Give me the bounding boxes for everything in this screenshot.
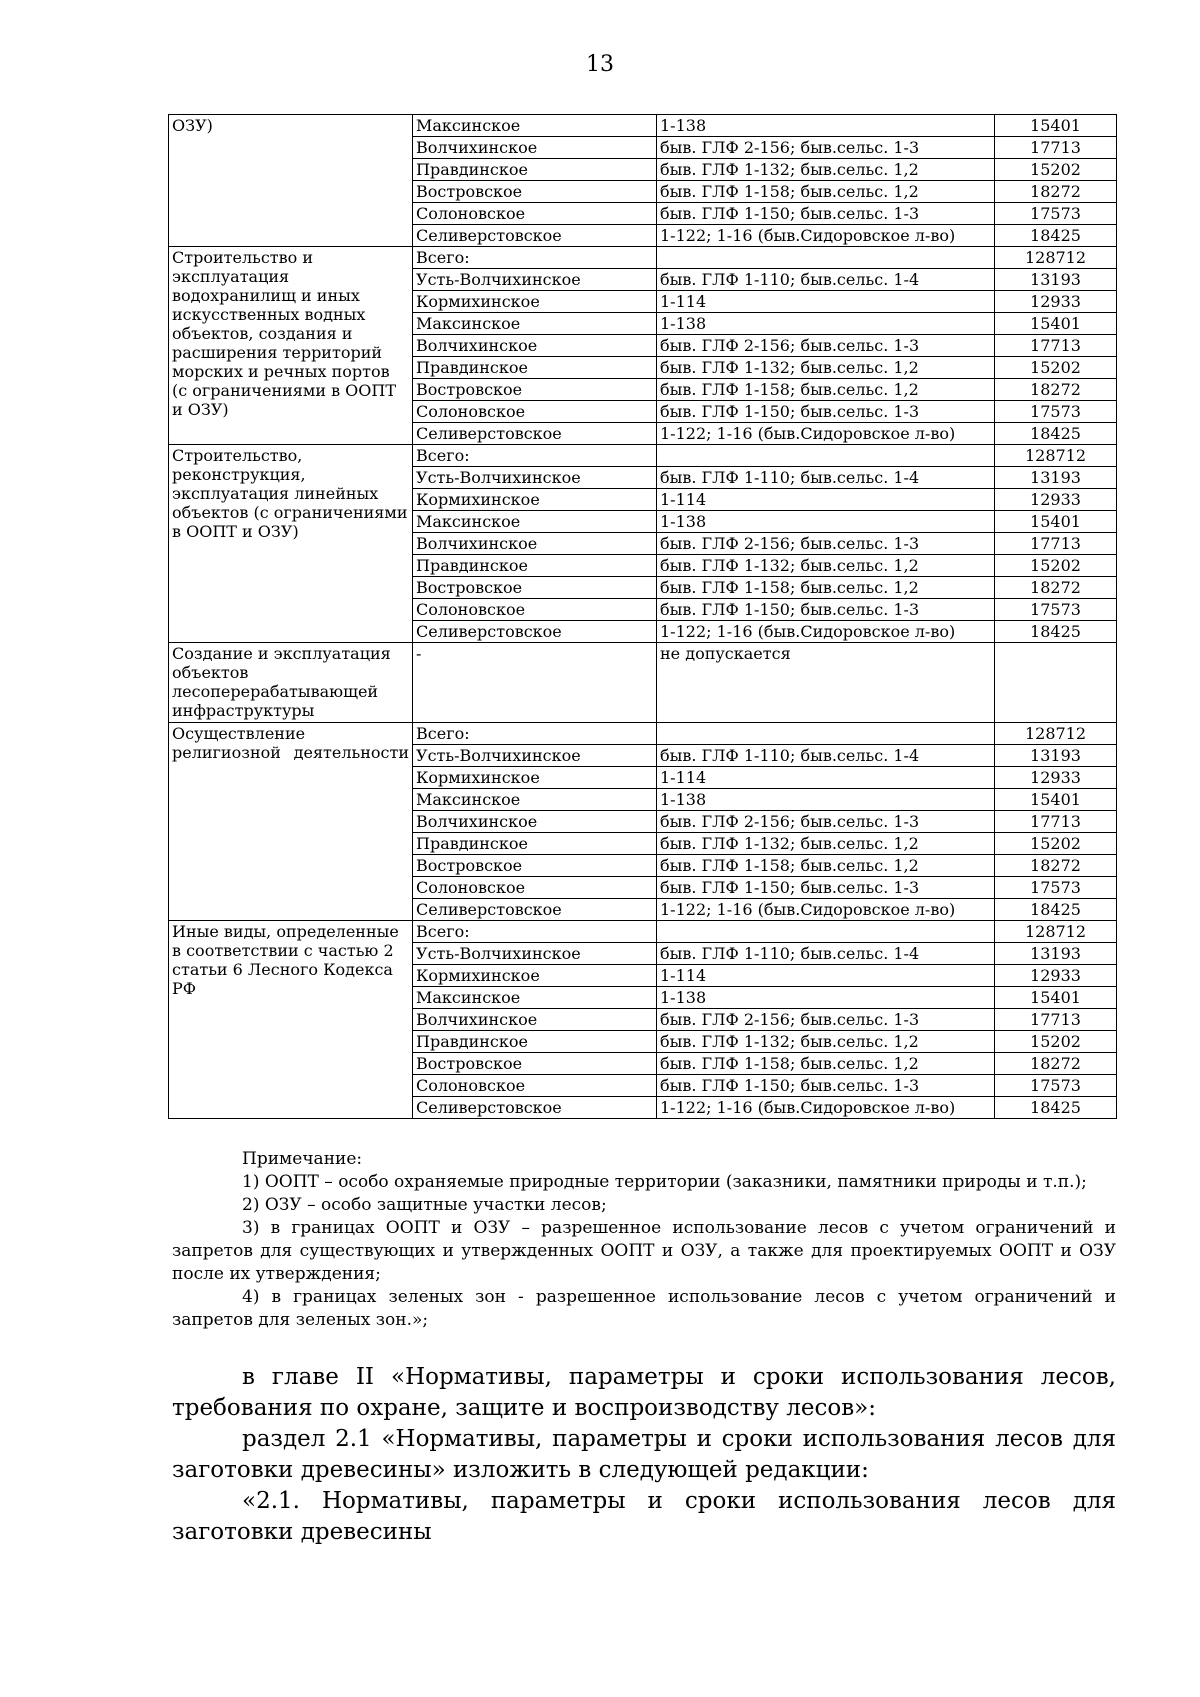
forestry-cell: Селиверстовское [413,423,657,445]
note-item: 3) в границах ООПТ и ОЗУ – разрешенное использование лесов с учетом ограничений и запретов для существующих и утвержденных ООПТ и ОЗУ, а также для проектируемых ООПТ и ОЗУ после их утверждения; [172,1218,1116,1284]
forestry-cell: Солоновское [413,599,657,621]
area-cell: 12933 [995,489,1117,511]
body-paragraph: раздел 2.1 «Нормативы, параметры и сроки использования лесов для заготовки древесины» изложить в следующей редакции: [172,1426,1116,1483]
quarters-cell: быв. ГЛФ 1-150; быв.сельс. 1-3 [657,203,995,225]
area-cell: 15401 [995,987,1117,1009]
quarters-cell: быв. ГЛФ 1-158; быв.сельс. 1,2 [657,855,995,877]
forestry-cell: Правдинское [413,159,657,181]
body-paragraph: в главе II «Нормативы, параметры и сроки использования лесов, требования по охране, защите и воспроизводству лесов»: [172,1364,1116,1421]
quarters-cell [657,247,995,269]
quarters-cell [657,921,995,943]
area-cell: 15401 [995,313,1117,335]
note-item: 1) ООПТ – особо охраняемые природные территории (заказники, памятники природы и т.п.); [242,1172,1087,1192]
forestry-cell: Усть-Волчихинское [413,269,657,291]
area-cell: 17713 [995,137,1117,159]
quarters-cell: быв. ГЛФ 1-150; быв.сельс. 1-3 [657,401,995,423]
quarters-cell: быв. ГЛФ 2-156; быв.сельс. 1-3 [657,137,995,159]
forestry-cell: Востровское [413,1053,657,1075]
area-cell: 15202 [995,159,1117,181]
area-cell: 13193 [995,269,1117,291]
area-cell: 128712 [995,921,1117,943]
forestry-cell: Кормихинское [413,291,657,313]
forestry-cell: Кормихинское [413,767,657,789]
area-cell: 15401 [995,511,1117,533]
quarters-cell: быв. ГЛФ 2-156; быв.сельс. 1-3 [657,811,995,833]
area-cell: 128712 [995,247,1117,269]
forestry-cell: Правдинское [413,833,657,855]
area-cell: 15401 [995,789,1117,811]
activity-cell: Осуществление религиозной деятельности [169,723,413,921]
quarters-cell: 1-114 [657,489,995,511]
forest-use-table [168,114,1117,1119]
area-cell: 17573 [995,877,1117,899]
area-cell: 18272 [995,181,1117,203]
area-cell: 13193 [995,745,1117,767]
quarters-cell: быв. ГЛФ 1-132; быв.сельс. 1,2 [657,1031,995,1053]
activity-cell: Строительство, реконструкция, эксплуатация линейных объектов (с ограничениями в ООПТ и ОЗУ) [169,445,413,643]
quarters-cell: 1-122; 1-16 (быв.Сидоровское л-во) [657,1097,995,1119]
area-cell: 18425 [995,423,1117,445]
activity-cell: Строительство и эксплуатация водохранилищ и иных искусственных водных объектов, создания и расширения территорий морских и речных портов (с ограничениями в ООПТ и ОЗУ) [169,247,413,445]
quarters-cell: быв. ГЛФ 1-132; быв.сельс. 1,2 [657,159,995,181]
area-cell: 18425 [995,899,1117,921]
table-row [169,247,1117,269]
table-row [169,921,1117,943]
forestry-cell: Солоновское [413,877,657,899]
area-cell [995,643,1117,723]
quarters-cell: быв. ГЛФ 1-158; быв.сельс. 1,2 [657,577,995,599]
area-cell: 17573 [995,401,1117,423]
area-cell: 128712 [995,723,1117,745]
forestry-cell: Солоновское [413,1075,657,1097]
area-cell: 17713 [995,1009,1117,1031]
forestry-cell: Кормихинское [413,489,657,511]
quarters-cell: 1-138 [657,987,995,1009]
forestry-cell: Максинское [413,313,657,335]
forestry-cell: Селиверстовское [413,225,657,247]
quarters-cell: 1-138 [657,789,995,811]
quarters-cell: быв. ГЛФ 1-132; быв.сельс. 1,2 [657,555,995,577]
quarters-cell: 1-122; 1-16 (быв.Сидоровское л-во) [657,899,995,921]
quarters-cell: не допускается [657,643,995,723]
activity-cell: Создание и эксплуатация объектов лесоперерабатывающей инфраструктуры [169,643,413,723]
forestry-cell: Волчихинское [413,335,657,357]
forestry-cell: Солоновское [413,203,657,225]
area-cell: 17713 [995,811,1117,833]
forestry-cell: - [413,643,657,723]
quarters-cell: 1-138 [657,115,995,137]
forestry-cell: Кормихинское [413,965,657,987]
area-cell: 18272 [995,577,1117,599]
area-cell: 18272 [995,855,1117,877]
quarters-cell: быв. ГЛФ 2-156; быв.сельс. 1-3 [657,335,995,357]
forestry-cell: Востровское [413,855,657,877]
area-cell: 18425 [995,225,1117,247]
forestry-cell: Правдинское [413,555,657,577]
quarters-cell: 1-122; 1-16 (быв.Сидоровское л-во) [657,621,995,643]
note-item: 4) в границах зеленых зон - разрешенное использование лесов с учетом ограничений и запретов для зеленых зон.»; [172,1287,1116,1330]
forestry-cell: Востровское [413,379,657,401]
forestry-cell: Волчихинское [413,137,657,159]
forestry-cell: Волчихинское [413,811,657,833]
forestry-cell: Правдинское [413,357,657,379]
forestry-cell: Максинское [413,115,657,137]
area-cell: 17573 [995,1075,1117,1097]
quarters-cell: быв. ГЛФ 2-156; быв.сельс. 1-3 [657,533,995,555]
forestry-cell: Усть-Волчихинское [413,745,657,767]
forestry-cell: Всего: [413,445,657,467]
forestry-cell: Усть-Волчихинское [413,467,657,489]
area-cell: 18425 [995,621,1117,643]
activity-cell: ОЗУ) [169,115,413,247]
note-item: 2) ОЗУ – особо защитные участки лесов; [242,1195,607,1215]
quarters-cell [657,445,995,467]
quarters-cell: быв. ГЛФ 1-150; быв.сельс. 1-3 [657,599,995,621]
table-row [169,445,1117,467]
area-cell: 17573 [995,599,1117,621]
table-row [169,723,1117,745]
area-cell: 18425 [995,1097,1117,1119]
area-cell: 17573 [995,203,1117,225]
area-cell: 15202 [995,357,1117,379]
forestry-cell: Селиверстовское [413,899,657,921]
area-cell: 128712 [995,445,1117,467]
area-cell: 12933 [995,767,1117,789]
quarters-cell: быв. ГЛФ 1-132; быв.сельс. 1,2 [657,357,995,379]
page-number: 13 [586,52,614,77]
quarters-cell: быв. ГЛФ 1-158; быв.сельс. 1,2 [657,1053,995,1075]
forestry-cell: Всего: [413,723,657,745]
forestry-cell: Всего: [413,247,657,269]
quarters-cell: быв. ГЛФ 1-158; быв.сельс. 1,2 [657,181,995,203]
quarters-cell: 1-138 [657,313,995,335]
area-cell: 17713 [995,335,1117,357]
quarters-cell: быв. ГЛФ 1-110; быв.сельс. 1-4 [657,745,995,767]
quarters-cell: быв. ГЛФ 2-156; быв.сельс. 1-3 [657,1009,995,1031]
quarters-cell: быв. ГЛФ 1-150; быв.сельс. 1-3 [657,1075,995,1097]
forestry-cell: Всего: [413,921,657,943]
quarters-cell: 1-114 [657,767,995,789]
area-cell: 13193 [995,467,1117,489]
forestry-cell: Солоновское [413,401,657,423]
forestry-cell: Усть-Волчихинское [413,943,657,965]
quarters-cell: быв. ГЛФ 1-110; быв.сельс. 1-4 [657,269,995,291]
area-cell: 15202 [995,833,1117,855]
area-cell: 12933 [995,291,1117,313]
quarters-cell [657,723,995,745]
table-row [169,643,1117,723]
main-text [172,1362,1116,1548]
forestry-cell: Селиверстовское [413,1097,657,1119]
forestry-cell: Максинское [413,987,657,1009]
quarters-cell: 1-122; 1-16 (быв.Сидоровское л-во) [657,423,995,445]
forestry-cell: Востровское [413,577,657,599]
quarters-cell: 1-122; 1-16 (быв.Сидоровское л-во) [657,225,995,247]
area-cell: 15401 [995,115,1117,137]
forestry-cell: Востровское [413,181,657,203]
quarters-cell: быв. ГЛФ 1-158; быв.сельс. 1,2 [657,379,995,401]
quarters-cell: 1-138 [657,511,995,533]
forestry-cell: Селиверстовское [413,621,657,643]
area-cell: 15202 [995,555,1117,577]
area-cell: 15202 [995,1031,1117,1053]
quarters-cell: быв. ГЛФ 1-132; быв.сельс. 1,2 [657,833,995,855]
area-cell: 18272 [995,379,1117,401]
forestry-cell: Волчихинское [413,533,657,555]
area-cell: 12933 [995,965,1117,987]
table-row [169,115,1117,137]
notes-block [172,1148,1116,1332]
area-cell: 17713 [995,533,1117,555]
quarters-cell: 1-114 [657,965,995,987]
forestry-cell: Волчихинское [413,1009,657,1031]
activity-cell: Иные виды, определенные в соответствии с частью 2 статьи 6 Лесного Кодекса РФ [169,921,413,1119]
area-cell: 13193 [995,943,1117,965]
quarters-cell: быв. ГЛФ 1-110; быв.сельс. 1-4 [657,467,995,489]
notes-title: Примечание: [242,1149,363,1169]
forestry-cell: Правдинское [413,1031,657,1053]
quarters-cell: быв. ГЛФ 1-150; быв.сельс. 1-3 [657,877,995,899]
body-paragraph: «2.1. Нормативы, параметры и сроки использования лесов для заготовки древесины [172,1488,1116,1545]
forestry-cell: Максинское [413,789,657,811]
forestry-cell: Максинское [413,511,657,533]
quarters-cell: 1-114 [657,291,995,313]
area-cell: 18272 [995,1053,1117,1075]
quarters-cell: быв. ГЛФ 1-110; быв.сельс. 1-4 [657,943,995,965]
